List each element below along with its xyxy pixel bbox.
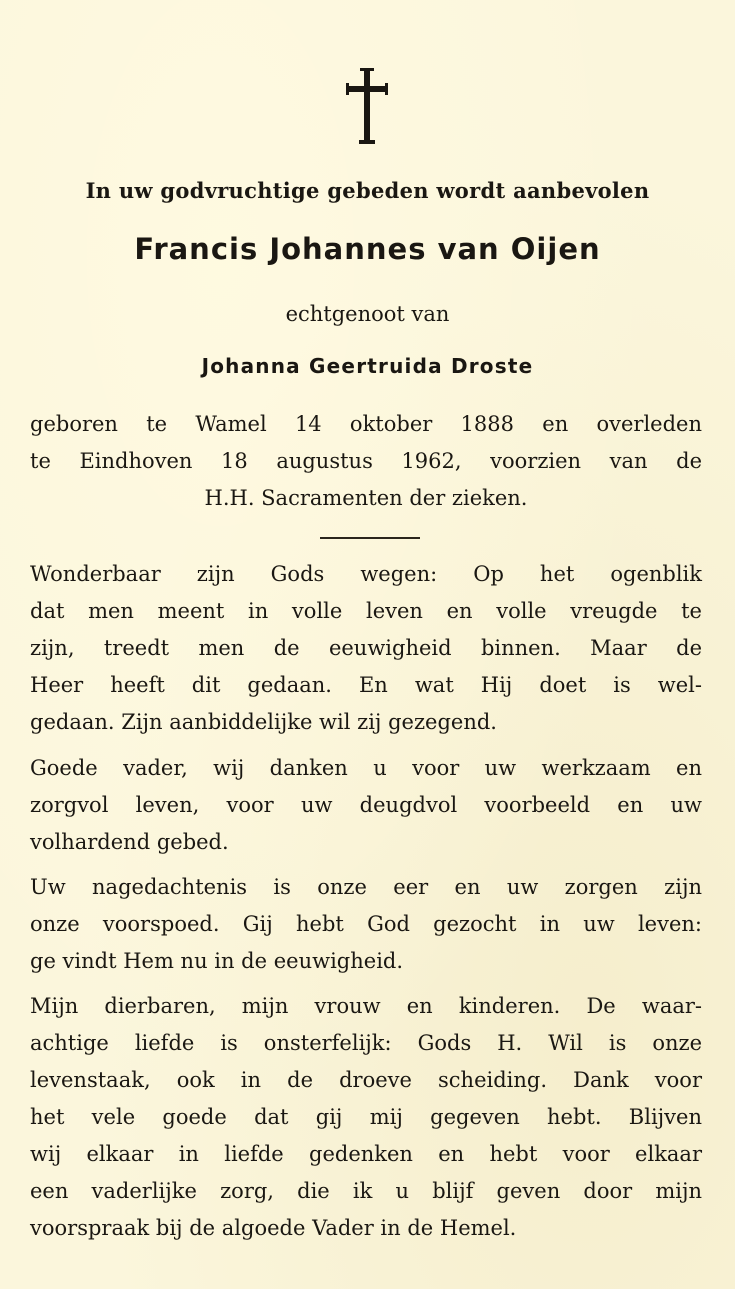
text-line: levenstaak, ook in de droeve scheiding. Dank voor [30, 1068, 702, 1092]
text-line: voorspraak bij de algoede Vader in de Hemel. [30, 1216, 517, 1240]
text-line: dat men meent in volle leven en volle vreugde te [30, 599, 702, 623]
paragraph-gods-ways [30, 556, 702, 741]
birth-line: H.H. Sacramenten der zieken. [204, 486, 528, 510]
birth-death-details [30, 406, 702, 517]
text-line: wij elkaar in liefde gedenken en hebt voor elkaar [30, 1142, 702, 1166]
intro-text: In uw godvruchtige gebeden wordt aanbevolen [85, 178, 650, 203]
paragraph-good-father [30, 750, 702, 861]
text-line: volhardend gebed. [30, 830, 229, 854]
birth-line: te Eindhoven 18 augustus 1962, voorzien van de [30, 449, 702, 473]
text-line: Wonderbaar zijn Gods wegen: Op het ogenblik [30, 562, 702, 586]
text-line: Uw nagedachtenis is onze eer en uw zorgen zijn [30, 875, 702, 899]
birth-line: geboren te Wamel 14 oktober 1888 en overleden [30, 412, 702, 436]
deceased-name: Francis Johannes van Oijen [134, 232, 601, 266]
text-line: zorgvol leven, voor uw deugdvol voorbeeld en uw [30, 793, 702, 817]
text-line: gedaan. Zijn aanbiddelijke wil zij gezegend. [30, 710, 497, 734]
text-line: zijn, treedt men de eeuwigheid binnen. Maar de [30, 636, 702, 660]
divider-rule [320, 537, 420, 539]
latin-cross-icon [346, 68, 388, 144]
text-line: Mijn dierbaren, mijn vrouw en kinderen. De waar- [30, 994, 702, 1018]
text-line: het vele goede dat gij mij gegeven hebt. Blijven [30, 1105, 702, 1129]
text-line: een vaderlijke zorg, die ik u blijf geven door mijn [30, 1179, 702, 1203]
spouse-label: echtgenoot van [285, 302, 450, 326]
text-line: Goede vader, wij danken u voor uw werkzaam en [30, 756, 702, 780]
text-line: Heer heeft dit gedaan. En wat Hij doet is wel- [30, 673, 702, 697]
paragraph-remembrance [30, 869, 702, 980]
text-line: ge vindt Hem nu in de eeuwigheid. [30, 949, 404, 973]
spouse-name: Johanna Geertruida Droste [201, 354, 534, 378]
text-line: achtige liefde is onsterfelijk: Gods H. Wil is onze [30, 1031, 702, 1055]
text-line: onze voorspoed. Gij hebt God gezocht in uw leven: [30, 912, 702, 936]
paragraph-dear-ones [30, 988, 702, 1247]
